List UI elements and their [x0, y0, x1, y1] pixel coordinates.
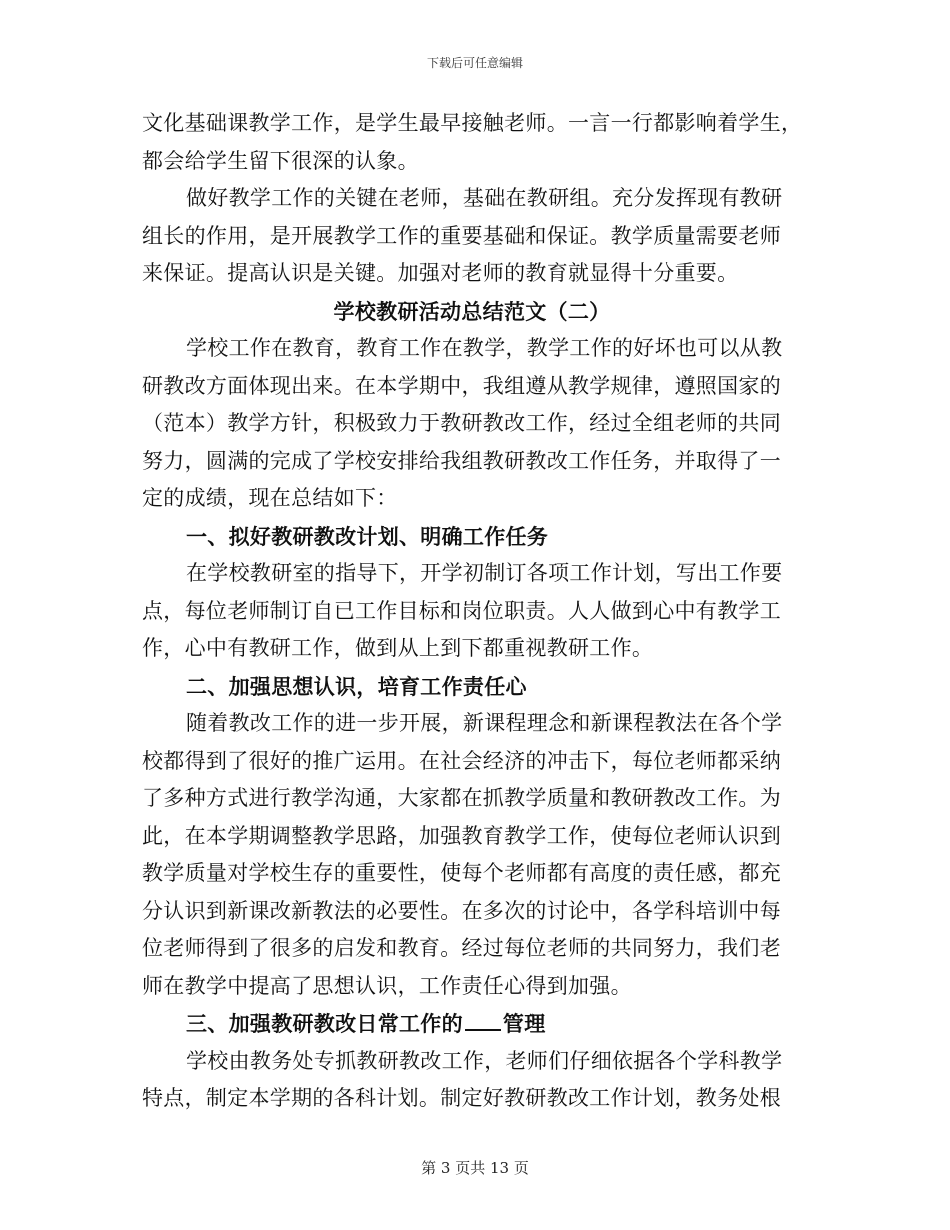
- paragraph-line: 学校由教务处专抓教研教改工作，老师们仔细依据各个学科教学: [186, 1048, 783, 1073]
- paragraph-line: 分认识到新课改新教法的必要性。在多次的讨论中，各学科培训中每: [142, 898, 781, 923]
- paragraph-line: 了多种方式进行教学沟通，大家都在抓教学质量和教研教改工作。为: [142, 786, 781, 810]
- heading-3-text: 三、加强教研教改日常工作的: [186, 1011, 463, 1036]
- document-body: [142, 105, 802, 1118]
- paragraph-line: 点，每位老师制订自已工作目标和岗位职责。人人做到心中有教学工: [142, 598, 781, 623]
- paragraph-line: 师在教学中提高了思想认识，工作责任心得到加强。: [142, 973, 632, 998]
- paragraph-line: 努力，圆满的完成了学校安排给我组教研教改工作任务，并取得了一: [142, 448, 781, 473]
- section-title: 学校教研活动总结范文（二）: [333, 298, 611, 324]
- paragraph-line: 校都得到了很好的推广运用。在社会经济的冲击下，每位老师都采纳: [142, 748, 781, 773]
- page-footer: 第 3 页共 13 页: [421, 1159, 529, 1177]
- paragraph-line: 定的成绩，现在总结如下：: [142, 486, 398, 510]
- paragraph-line: 教学质量对学校生存的重要性，使每个老师都有高度的责任感，都充: [142, 861, 781, 885]
- paragraph-line: 学校工作在教育，教育工作在教学，教学工作的好坏也可以从教: [186, 336, 783, 360]
- paragraph-line: 此，在本学期调整教学思路，加强教育教学工作，使每位老师认识到: [142, 823, 781, 848]
- paragraph-line: 在学校教研室的指导下，开学初制订各项工作计划，写出工作要: [186, 561, 783, 585]
- fill-blank: [465, 1009, 501, 1031]
- paragraph-line: 做好教学工作的关键在老师，基础在教研组。充分发挥现有教研: [186, 186, 783, 210]
- paragraph-line: 文化基础课教学工作，是学生最早接触老师。一言一行都影响着学生，: [142, 111, 802, 135]
- heading-1: 一、拟好教研教改计划、明确工作任务: [186, 523, 549, 549]
- page-header: 下载后可任意编辑: [426, 56, 523, 70]
- paragraph-line: 研教改方面体现出来。在本学期中，我组遵从教学规律，遵照国家的: [142, 373, 781, 398]
- paragraph-line: 位老师得到了很多的启发和教育。经过每位老师的共同努力，我们老: [142, 936, 781, 960]
- paragraph-line: 来保证。提高认识是关键。加强对老师的教育就显得十分重要。: [142, 261, 739, 285]
- heading-3: [142, 1005, 802, 1043]
- paragraph-line: （范本）教学方针，积极致力于教研教改工作，经过全组老师的共同: [142, 411, 781, 435]
- heading-3-suffix: 管理: [502, 1011, 546, 1036]
- paragraph-line: 随着教改工作的进一步开展，新课程理念和新课程教法在各个学: [186, 711, 783, 735]
- paragraph-line: 都会给学生留下很深的认象。: [142, 148, 419, 173]
- heading-2: 二、加强思想认识，培育工作责任心: [186, 673, 527, 699]
- paragraph-line: 组长的作用，是开展教学工作的重要基础和保证。教学质量需要老师: [142, 223, 781, 248]
- paragraph-line: 特点，制定本学期的各科计划。制定好教研教改工作计划，教务处根: [142, 1086, 781, 1110]
- paragraph-line: 作，心中有教研工作，做到从上到下都重视教研工作。: [142, 636, 654, 660]
